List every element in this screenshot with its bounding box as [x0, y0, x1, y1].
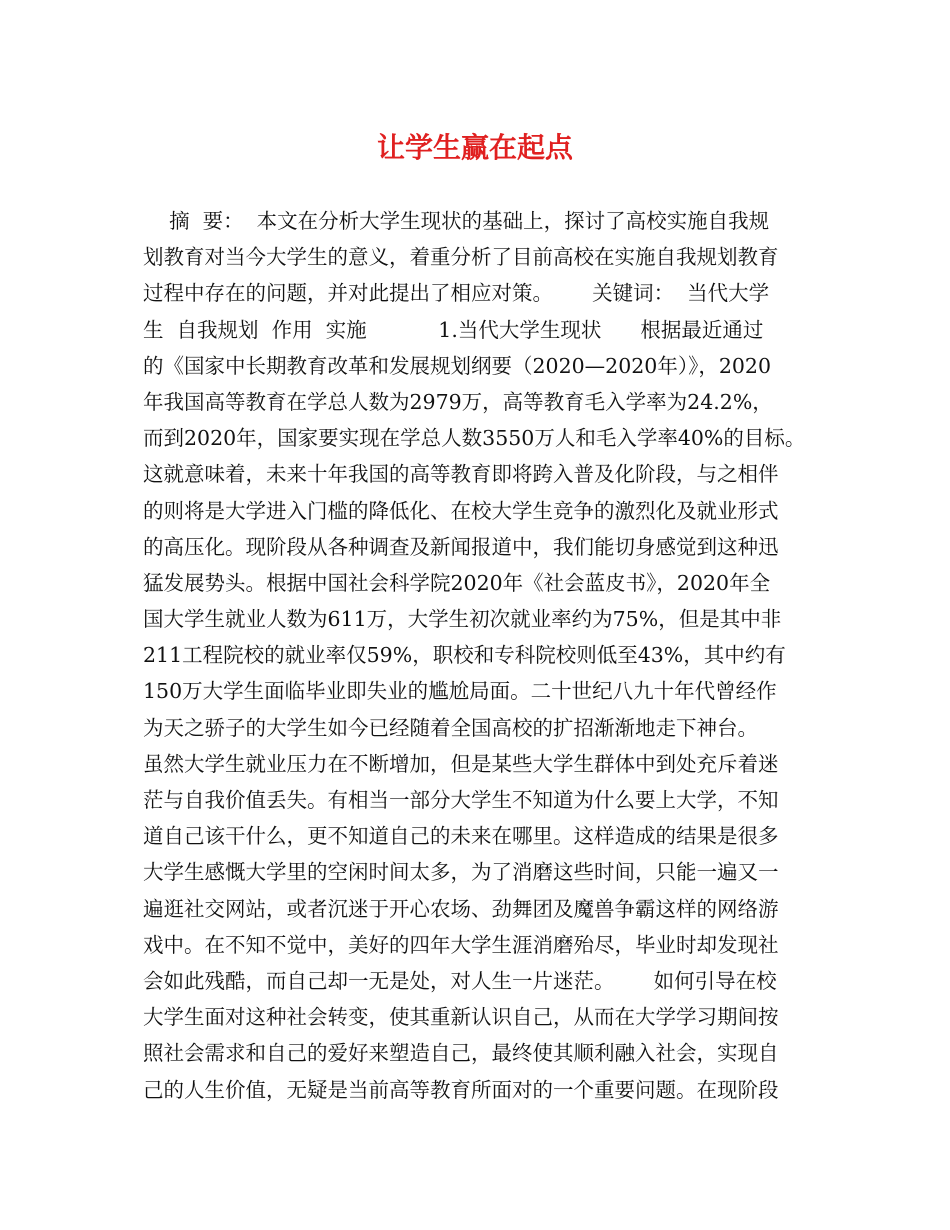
- document-title: 让学生赢在起点: [376, 131, 573, 164]
- body-line: 猛发展势头。根据中国社会科学院2020年《社会蓝皮书》，2020年全: [143, 570, 771, 595]
- body-line: 年我国高等教育在学总人数为2979万，高等教育毛入学率为24.2%，: [143, 389, 773, 414]
- body-line: 摘 要： 本文在分析大学生现状的基础上，探讨了高校实施自我规: [143, 209, 770, 233]
- body-line: 的则将是大学进入门槛的降低化、在校大学生竞争的激烈化及就业形式: [143, 498, 779, 523]
- body-line: 的《国家中长期教育改革和发展规划纲要（2020—2020年）》，2020: [143, 353, 772, 378]
- body-line: 国大学生就业人数为611万，大学生初次就业率约为75%，但是其中非: [143, 607, 782, 632]
- body-line: 这就意味着，未来十年我国的高等教育即将跨入普及化阶段，与之相伴: [143, 462, 779, 487]
- body-line: 而到2020年，国家要实现在学总人数3550万人和毛入学率40%的目标。: [143, 426, 806, 451]
- body-line: 为天之骄子的大学生如今已经随着全国高校的扩招渐渐地走下神台。: [143, 715, 758, 740]
- body-line: 划教育对当今大学生的意义，着重分析了目前高校在实施自我规划教育: [143, 245, 779, 270]
- body-line: 遍逛社交网站，或者沉迷于开心农场、劲舞团及魔兽争霸这样的网络游: [143, 896, 779, 921]
- document-body: [143, 203, 823, 1108]
- body-line: 己的人生价值，无疑是当前高等教育所面对的一个重要问题。在现阶段: [143, 1077, 779, 1102]
- body-line: 大学生感慨大学里的空闲时间太多，为了消磨这些时间，只能一遍又一: [143, 860, 779, 885]
- body-line: 过程中存在的问题，并对此提出了相应对策。 关键词： 当代大学: [143, 281, 770, 306]
- body-line: 道自己该干什么，更不知道自己的未来在哪里。这样造成的结果是很多: [143, 824, 779, 849]
- body-line: 虽然大学生就业压力在不断增加，但是某些大学生群体中到处充斥着迷: [143, 751, 779, 776]
- body-line: 会如此残酷，而自己却一无是处，对人生一片迷茫。 如何引导在校: [143, 968, 777, 993]
- body-line: 大学生面对这种社会转变，使其重新认识自己，从而在大学学习期间按: [143, 1005, 779, 1030]
- body-line: 的高压化。现阶段从各种调查及新闻报道中，我们能切身感觉到这种迅: [143, 534, 779, 559]
- body-line: 照社会需求和自己的爱好来塑造自己，最终使其顺利融入社会，实现自: [143, 1041, 779, 1066]
- body-line: 戏中。在不知不觉中，美好的四年大学生涯消磨殆尽，毕业时却发现社: [143, 932, 779, 957]
- body-line: 茫与自我价值丢失。有相当一部分大学生不知道为什么要上大学，不知: [143, 788, 779, 812]
- body-line: 211工程院校的就业率仅59%，职校和专科院校则低至43%，其中约有: [143, 643, 786, 668]
- body-line: 150万大学生面临毕业即失业的尴尬局面。二十世纪八九十年代曾经作: [143, 679, 777, 704]
- body-line: 生 自我规划 作用 实施 1.当代大学生现状 根据最近通过: [143, 317, 764, 342]
